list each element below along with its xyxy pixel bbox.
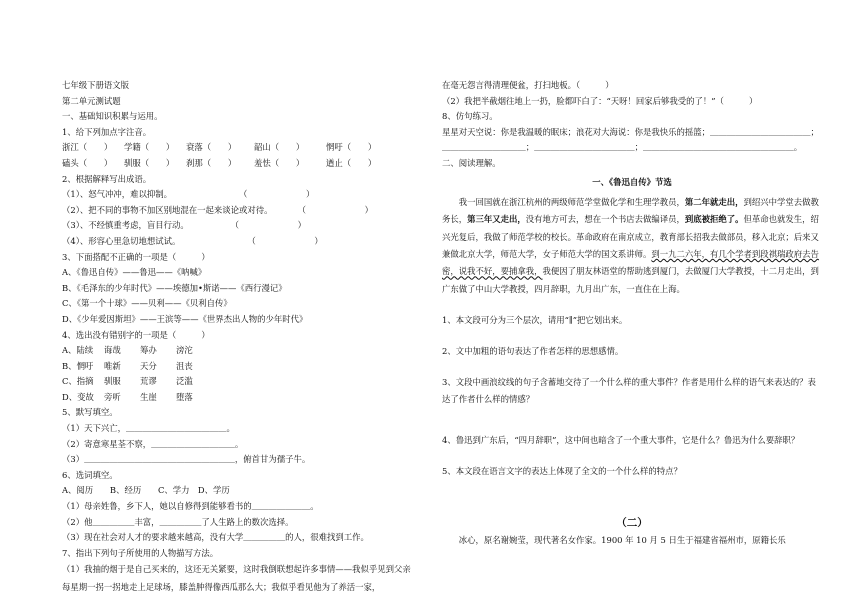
pinyin-item: 磕头（ ） [62,157,113,168]
question-7: 7、指出下列句子所使用的人物描写方法。 [62,547,219,558]
q2-item: （4）、形容心里急切地想试试。 （ ） [62,235,323,246]
q4-word: C、指摘 [62,376,94,387]
q8-blanks: ＿＿＿＿＿＿＿＿＿＿；＿＿＿＿＿＿＿＿＿＿＿＿；＿＿＿＿＿＿＿＿＿＿＿＿＿＿＿＿＿＿。 [442,142,803,153]
reading-question-1: 1、本文段可分为三个层次，请用“∥”把它划出来。 [442,314,628,325]
reading-question-4: 4、鲁迅到广东后，“四月辞职”，这中间也暗含了一个重大事件，它是什么？鲁迅为什么要辞职？ [442,434,800,445]
q4-option [62,359,417,375]
q4-word: 驯服 [104,376,121,387]
wavy-underlined-sentence: 到一九二六年，有几个学者到段祺瑞政府去告密，说我不好，要捕拿我， [442,249,819,277]
q6-item: （1）母亲姓鲁，乡下人，她以自修得到能够看书的＿＿＿＿＿＿＿。 [62,501,319,512]
q4-option [62,343,417,359]
q4-word: 荒谬 [140,376,157,387]
pinyin-item: 浙江（ ） [62,142,113,153]
question-1: 1、给下列加点字注音。 [62,126,152,137]
q6-item: （3）现在社会对人才的要求越来越高，没有大学＿＿＿＿＿的人，很难找到工作。 [62,532,369,543]
q4-word: 沮丧 [176,360,193,371]
passage-text: 我一回国就在浙江杭州的两级师范学堂做化学和生理学教员， [458,197,685,208]
question-4: 4、选出没有错别字的一项是（ ） [62,329,210,340]
pinyin-item: 韶山（ ） [254,142,305,153]
q2-item: （3）、不经慎重考虑，盲目行动。 （ ） [62,220,306,231]
q4-word: 泛滥 [176,376,193,387]
pinyin-item: 羞怯（ ） [254,157,305,168]
reading-question-3: 3、文段中画浪纹线的句子含蓄地交待了一个什么样的重大事件？作者是用什么样的语气来表达的？表达了作者什么样的情感？ [442,376,816,404]
q4-word: 天分 [140,360,157,371]
q7-item-2: （2）我把半截烟往地上一扔，脸都吓白了：“天呀！回家后够我受的了！”（ ） [442,95,758,106]
q5-item: （2）寄意寒星荃不察，＿＿＿＿＿＿＿＿＿＿。 [62,438,244,449]
pinyin-item: 遒止（ ） [326,157,377,168]
bold-sentence: 第二年就走出， [684,197,744,208]
pinyin-item: 驯服（ ） [124,157,175,168]
question-5: 5、默写填空。 [62,407,118,418]
q7-passage: （1）我抽的烟于是自己买来的，这还无关紧要，这时我倒联想起许多事情——我似乎见到父亲每星期一拐一拐地走上足球场，膝盖肿得像西瓜那么大；我似乎看见他为了养活一家， [62,564,411,592]
q4-word: 筹办 [140,345,157,356]
q8-prompt: 星星对天空说：你是我温暖的眠床；浪花对大海说：你是我快乐的摇篮；＿＿＿＿＿＿＿＿＿＿＿＿； [442,126,819,137]
passage-text: 我便因了朋友林语堂的帮助逃到厦门，去做厦门大学教授，十二月走出，到广东做了中山大学教授，四月辞职，九月出广东，一直住在上海。 [442,266,819,294]
article-2-intro: 冰心，原名谢婉莹，现代著名女作家。1900 年 10 月 5 日生于福建省福州市，原籍长乐 [458,534,786,545]
q4-word: B、惘吁 [62,360,94,371]
q5-item: （1）天下兴亡，＿＿＿＿＿＿＿＿＿＿＿＿。 [62,423,235,434]
left-column [62,78,417,596]
bold-sentence: 到底被拒绝了。 [684,214,744,225]
q4-word: 滂沱 [176,345,193,356]
question-2: 2、根据解释写出成语。 [62,173,152,184]
pinyin-item: 刹那（ ） [186,157,237,168]
q4-word: 旁听 [104,391,121,402]
passage-text: 到绍兴中学堂去做教务长， [442,197,819,225]
passage-text: 没有地方可去，想在一个书店去做编译员， [525,214,685,225]
q3-option: A、《鲁迅自传》——鲁迅——《呐喊》 [62,267,207,278]
q3-option: B、《毛泽东的少年时代》——埃德加•斯诺——《西行漫记》 [62,282,287,293]
q2-item: （1）、怒气冲冲，难以抑制。 （ ） [62,189,315,200]
right-column [442,78,822,549]
q6-options: A、阅历 B、经历 C、学力 D、学历 [62,485,230,496]
q4-word: D、变故 [62,391,94,402]
q5-item: （3）＿＿＿＿＿＿＿＿＿＿＿＿＿＿＿＿＿＿，俯首甘为孺子牛。 [62,454,311,465]
article-2-heading: （二） [616,516,648,529]
q3-option: C、《第一个十球》——贝利——《贝利自传》 [62,298,232,309]
q4-option [62,374,417,390]
q4-option [62,390,417,406]
q7-continued: 在毫无怨言得清理便盆，打扫地板。（ ） [442,80,614,90]
article-1-passage [442,194,822,298]
question-3: 3、下面搭配不正确的一项是（ ） [62,251,210,262]
pinyin-row-2 [62,156,417,172]
pinyin-item: 衰落（ ） [186,142,237,153]
pinyin-row-1 [62,140,417,156]
exam-header-title: 第二单元测试题 [62,95,121,106]
exam-header-grade: 七年级下册语文版 [62,80,129,90]
q4-word: 堕落 [176,391,193,402]
bold-sentence: 第三年又走出， [467,214,526,225]
q4-word: 诲哉 [104,345,121,356]
passage-text: 但革命也就发生，绍兴光复后，我做了师范学校的校长。革命政府在南京成立，教育部长招我去做部员，移入北京；后来又兼做北京大学，师范大学，女子师范大学的国文系讲师。 [442,214,819,260]
reading-question-5: 5、本文段在语言文字的表达上体现了全文的一个什么样的特点？ [442,465,682,476]
q3-option: D、《少年爱因斯坦》——王滨等——《世界杰出人物的少年时代》 [62,313,308,324]
q2-item: （2）、把不同的事物不加区别地混在一起来谈论或对待。 （ ） [62,204,373,215]
article-1-title: 一、《鲁迅自传》节选 [592,176,672,187]
pinyin-item: 惘吁（ ） [326,142,377,153]
pinyin-item: 学籍（ ） [124,142,175,153]
question-8: 8、仿句练习。 [442,111,498,122]
q4-word: 生崖 [140,391,157,402]
q6-item: （2）他＿＿＿＿＿丰富，＿＿＿＿＿了人生路上的数次选择。 [62,516,294,527]
section-2-heading: 二、阅读理解。 [442,157,501,168]
q4-word: A、陆续 [62,345,94,356]
section-1-heading: 一、基础知识积累与运用。 [62,111,163,122]
reading-question-2: 2、文中加粗的语句表达了作者怎样的思想感情。 [442,345,624,356]
question-6: 6、选词填空。 [62,469,118,480]
q4-word: 唯新 [104,360,121,371]
